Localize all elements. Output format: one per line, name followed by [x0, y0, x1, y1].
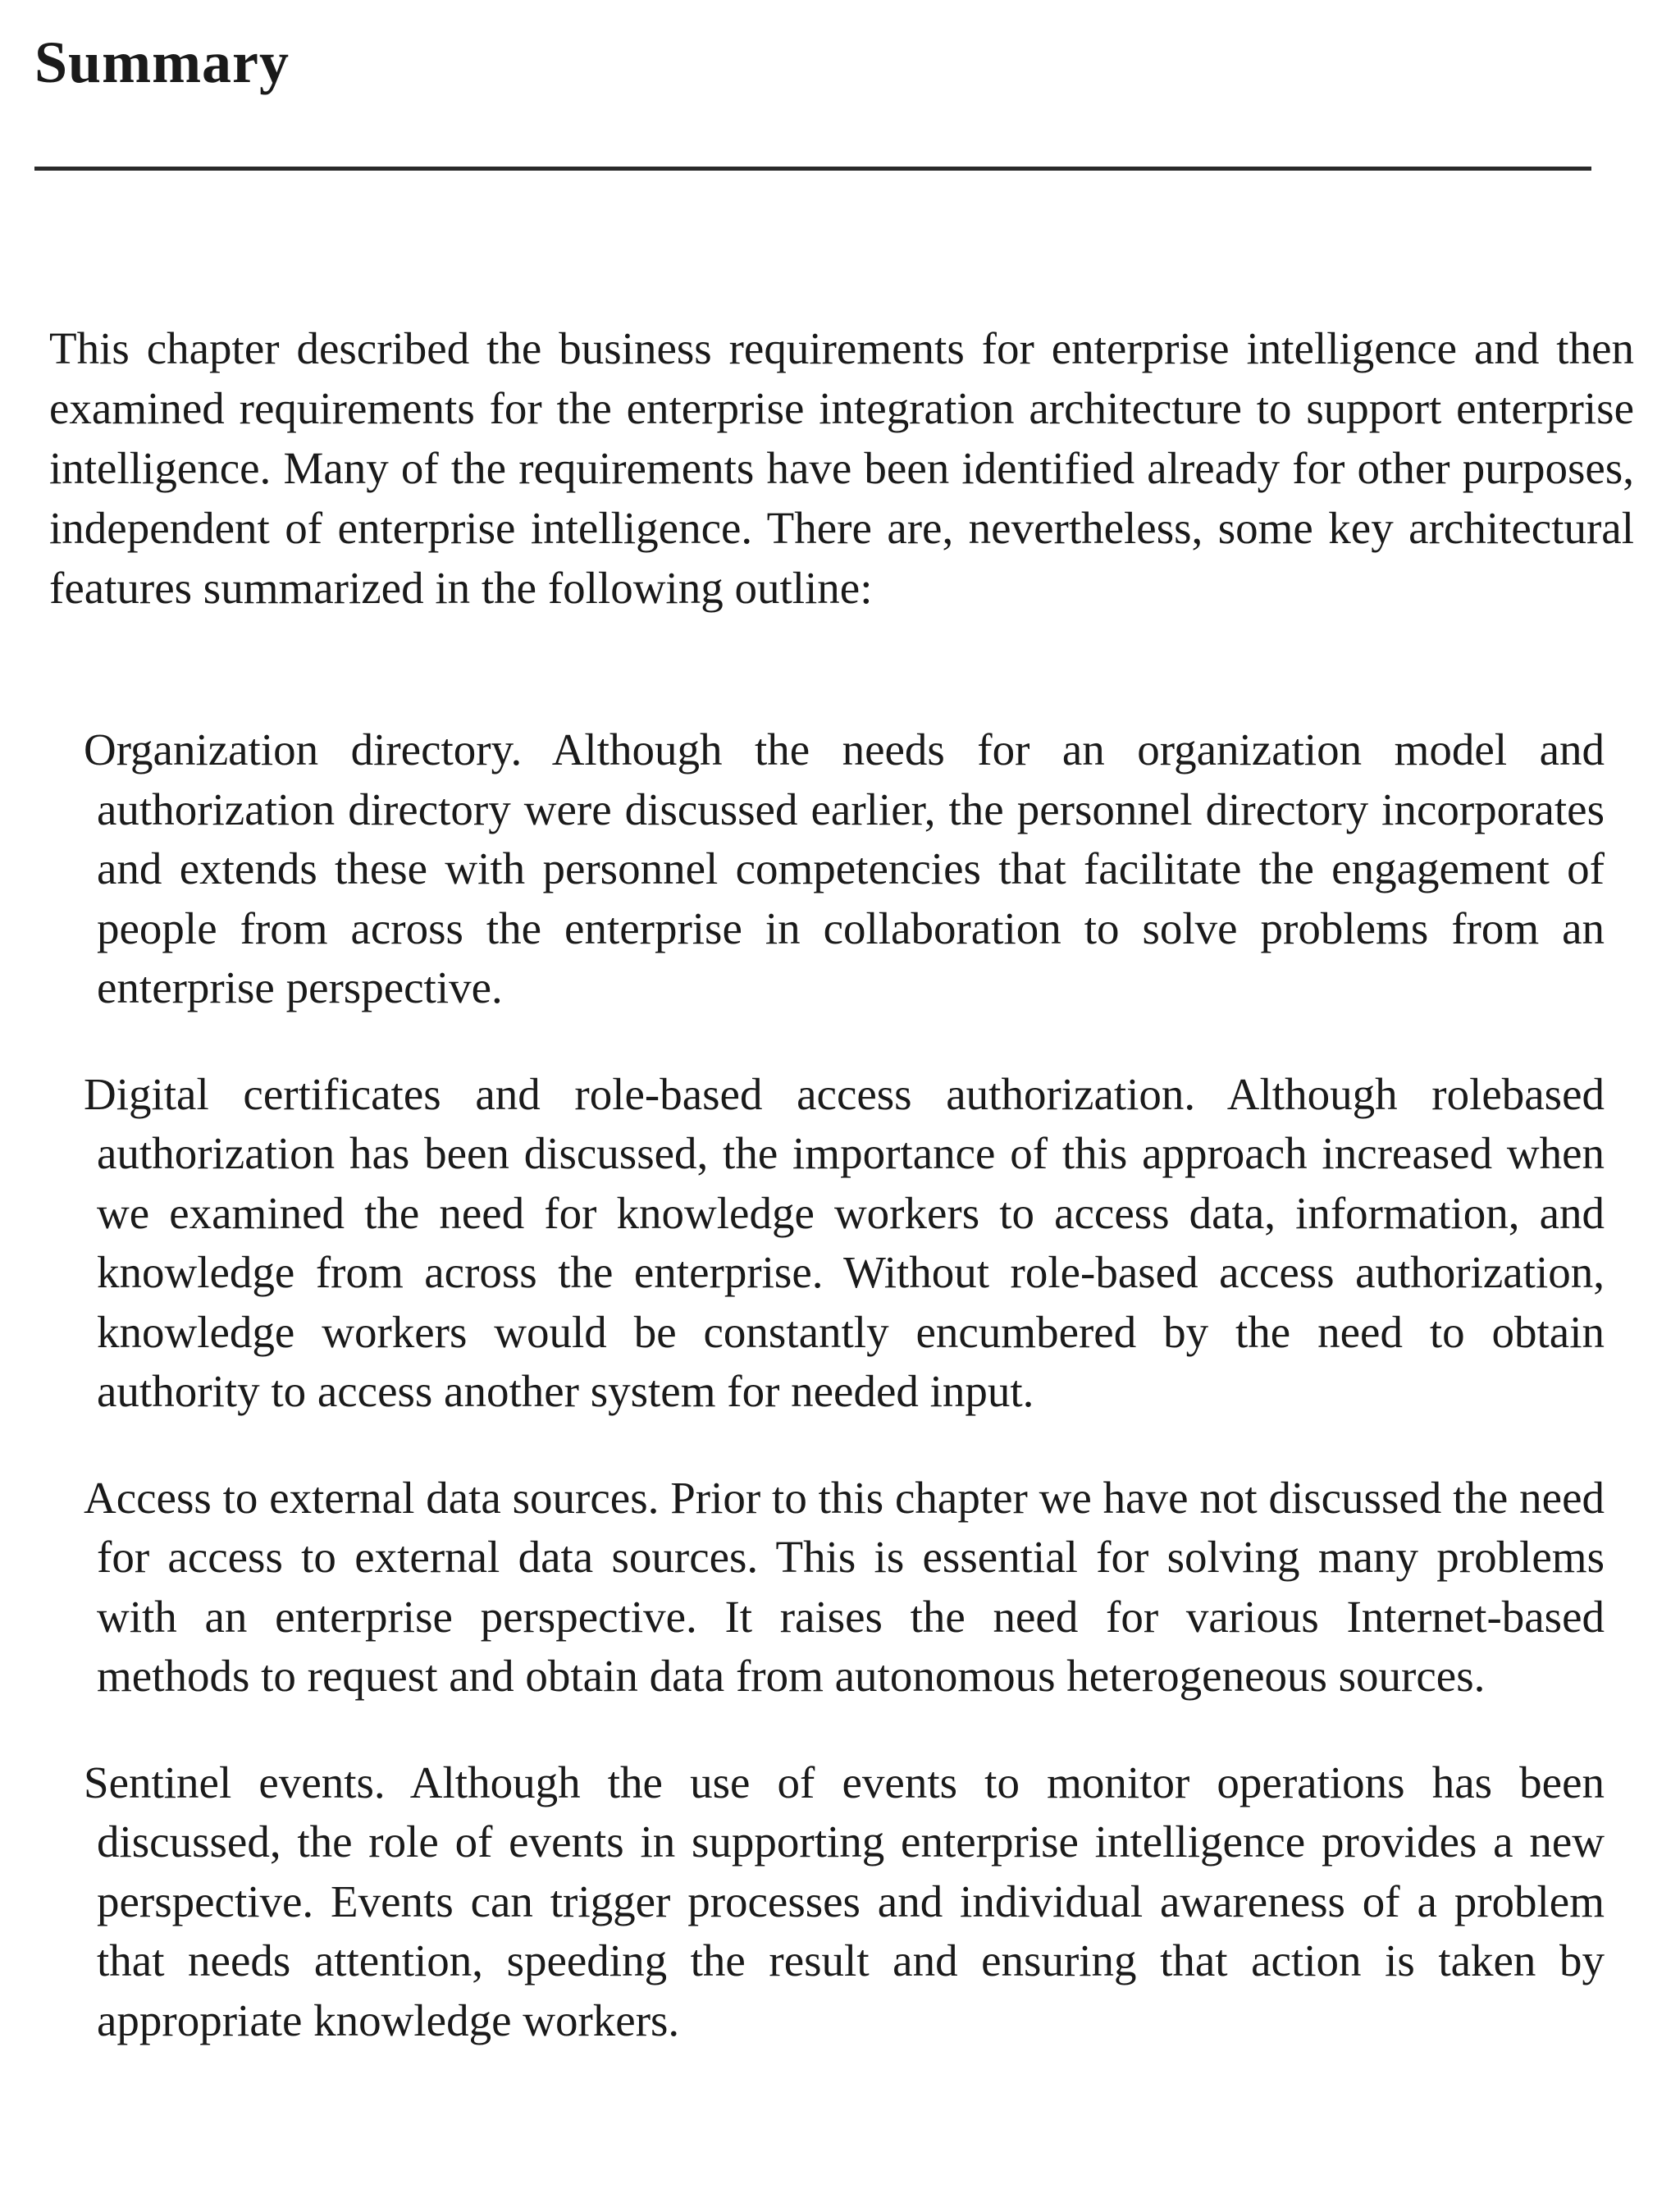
- intro-paragraph: This chapter described the business requirements for enterprise intelligence and then examined requirements for the enterprise integration architecture to support enterprise intelligence. Many of the requirements have been identified already for other purposes, independent of enterprise intelligence. There are, nevertheless, some key architectural features summarized in the following outline:: [49, 323, 1634, 613]
- outline-item-external-data-sources: Access to external data sources. Prior to this chapter we have not discussed the need for access to external data sources. This is essential for solving many problems with an enterprise perspective. It raises the need for various Internet-based methods to request and obtain data from autonomous heterogeneous sources.: [84, 1472, 1605, 1701]
- outline-item-organization-directory: Organization directory. Although the needs for an organization model and authorization directory were discussed earlier, the personnel directory incorporates and extends these with personnel competencies that facilitate the engagement of people from across the enterprise in collaboration to solve problems from an enterprise perspective.: [84, 724, 1605, 1012]
- feature-outline: [84, 720, 1605, 2097]
- heading-rule: [34, 167, 1591, 171]
- outline-item-digital-certificates: Digital certificates and role-based access authorization. Although rolebased authorization has been discussed, the importance of this approach increased when we examined the need for knowledge workers to access data, information, and knowledge from across the enterprise. Without role-based access authorization, knowledge workers would be constantly encumbered by the need to obtain authority to access another system for needed input.: [84, 1068, 1605, 1416]
- outline-item-sentinel-events: Sentinel events. Although the use of events to monitor operations has been discussed, the role of events in supporting enterprise intelligence provides a new perspective. Events can trigger processes and individual awareness of a problem that needs attention, speeding the result and ensuring that action is taken by appropriate knowledge workers.: [84, 1757, 1605, 2045]
- section-heading: Summary: [34, 30, 290, 95]
